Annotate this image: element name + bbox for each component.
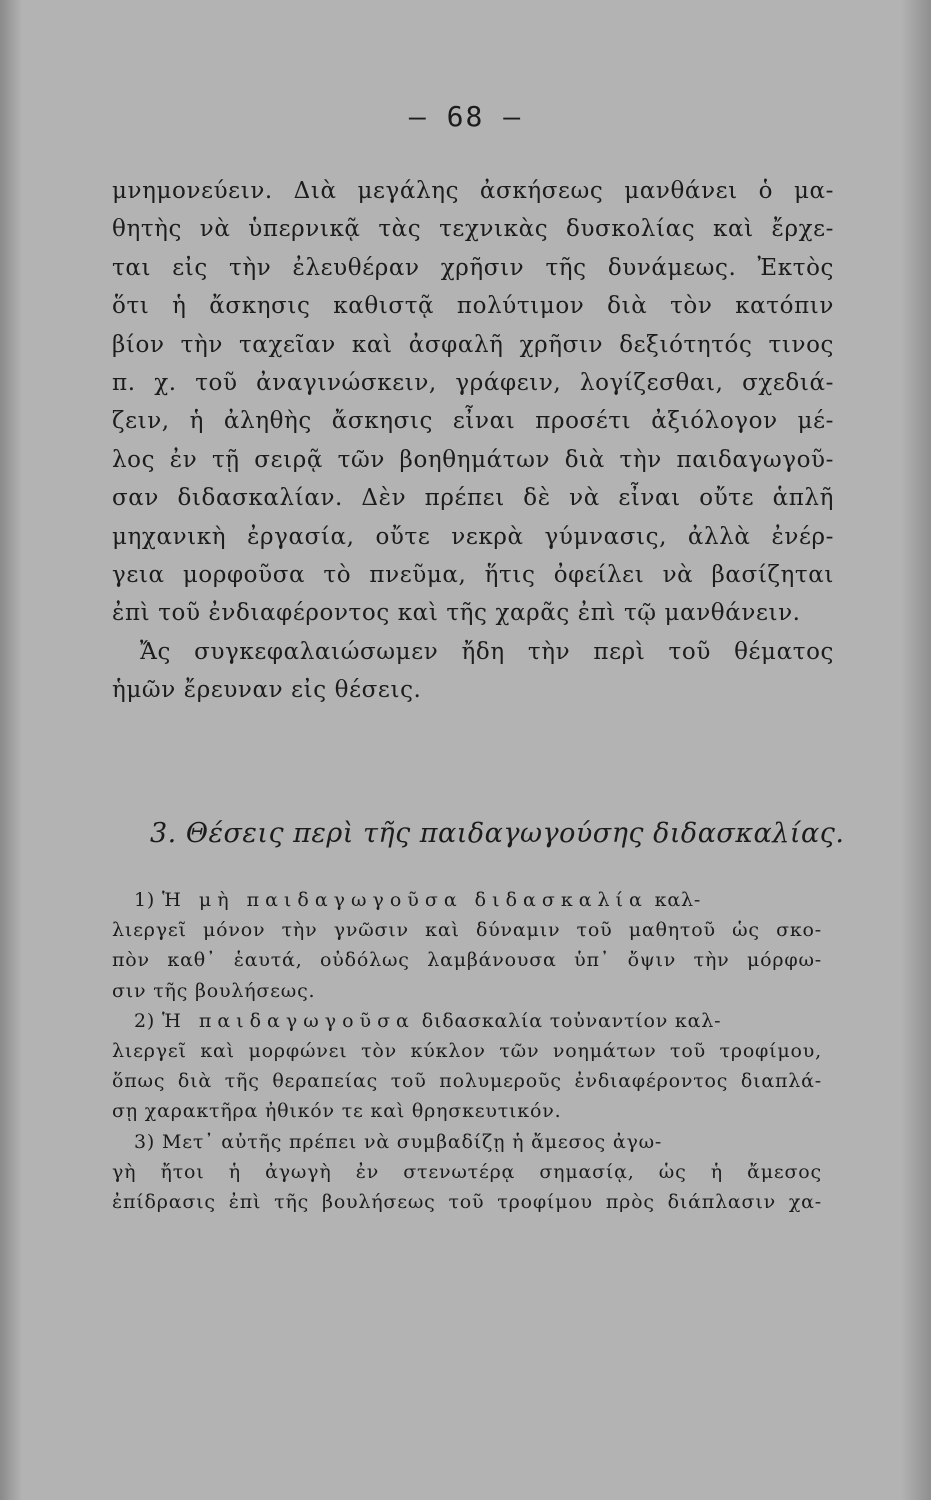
text-line: ται εἰς τὴν ἐλευθέραν χρῆσιν τῆς δυνάμεως. Ἐκτὸς bbox=[112, 254, 834, 281]
text-line: γεια μορφοῦσα τὸ πνεῦμα, ἥτις ὀφείλει νὰ βασίζηται bbox=[112, 561, 834, 588]
text-line: π. χ. τοῦ ἀναγινώσκειν, γράφειν, λογίζεσθαι, σχεδιά- bbox=[112, 369, 834, 396]
thesis-spaced-text: Ἡ παιδαγωγοῦσα bbox=[161, 1009, 415, 1032]
thesis-number: 3) bbox=[134, 1130, 156, 1153]
text-line: σαν διδασκαλίαν. Δὲν πρέπει δὲ νὰ εἶναι οὔτε ἁπλῆ bbox=[112, 485, 834, 512]
text-line: μηχανικὴ ἐργασία, οὔτε νεκρὰ γύμνασις, ἀλλὰ ἐνέρ- bbox=[112, 523, 834, 550]
thesis-text: καλ- bbox=[647, 889, 702, 911]
thesis-spaced-text: Ἡ μὴ παιδαγωγοῦσα διδασκαλία bbox=[161, 889, 648, 911]
thesis-line: σιν τῆς βουλήσεως. bbox=[112, 979, 316, 1002]
page-gutter-shadow bbox=[901, 0, 931, 1500]
text-line: ὅτι ἡ ἄσκησις καθιστᾷ πολύτιμον διὰ τὸν κατόπιν bbox=[112, 293, 834, 320]
thesis-line: πὸν καθ᾽ ἑαυτά, οὐδόλως λαμβάνουσα ὑπ᾽ ὄψιν τὴν μόρφω- bbox=[112, 949, 822, 972]
thesis-line: λιεργεῖ μόνον τὴν γνῶσιν καὶ δύναμιν τοῦ μαθητοῦ ὡς σκο- bbox=[112, 919, 822, 942]
thesis-line: σῃ χαρακτῆρα ἠθικόν τε καὶ θρησκευτικόν. bbox=[112, 1100, 562, 1123]
thesis-line: γὴ ἤτοι ἡ ἀγωγὴ ἐν στενωτέρᾳ σημασίᾳ, ὡς ἡ ἄμεσος bbox=[112, 1160, 822, 1183]
thesis-number: 2) bbox=[134, 1009, 156, 1032]
theses-list bbox=[112, 885, 822, 1217]
thesis-text: διδασκαλία τοὐναντίον καλ- bbox=[414, 1009, 722, 1032]
thesis-3-first-line bbox=[112, 1127, 822, 1157]
text-line: ζειν, ἡ ἀληθὴς ἄσκησις εἶναι προσέτι ἀξιόλογον μέ- bbox=[112, 408, 834, 435]
text-line: λος ἐν τῇ σειρᾷ τῶν βοηθημάτων διὰ τὴν παιδαγωγοῦ- bbox=[112, 446, 834, 473]
thesis-line: ὅπως διὰ τῆς θεραπείας τοῦ πολυμεροῦς ἐνδιαφέροντος διαπλά- bbox=[112, 1070, 822, 1093]
text-line: μνημονεύειν. Διὰ μεγάλης ἀσκήσεως μανθάνει ὁ μα- bbox=[112, 178, 834, 204]
text-line: ἐπὶ τοῦ ἐνδιαφέροντος καὶ τῆς χαρᾶς ἐπὶ τῷ μανθάνειν. bbox=[112, 600, 801, 627]
thesis-1-first-line bbox=[112, 885, 822, 915]
page-number: — 68 — bbox=[408, 100, 523, 133]
section-heading: 3. Θέσεις περὶ τῆς παιδαγωγούσης διδασκαλίας. bbox=[150, 818, 845, 849]
text-line: βίον τὴν ταχεῖαν καὶ ἀσφαλῆ χρῆσιν δεξιότητός τινος bbox=[112, 331, 834, 358]
thesis-line: ἐπίδρασις ἐπὶ τῆς βουλήσεως τοῦ τροφίμου πρὸς διάπλασιν χα- bbox=[112, 1190, 822, 1213]
page-left-edge bbox=[0, 0, 22, 1500]
text-line: ἡμῶν ἔρευναν εἰς θέσεις. bbox=[112, 677, 422, 704]
thesis-text: Μετ᾽ αὐτῆς πρέπει νὰ συμβαδίζῃ ἡ ἄμεσος ἀγω- bbox=[161, 1130, 663, 1153]
text-line: θητὴς νὰ ὑπερνικᾷ τὰς τεχνικὰς δυσκολίας καὶ ἔρχε- bbox=[112, 216, 834, 243]
main-paragraph bbox=[112, 172, 834, 709]
thesis-number: 1) bbox=[134, 889, 156, 911]
thesis-2-first-line bbox=[112, 1006, 822, 1036]
text-line: Ἄς συγκεφαλαιώσωμεν ἤδη τὴν περὶ τοῦ θέματος bbox=[140, 638, 834, 665]
thesis-line: λιεργεῖ καὶ μορφώνει τὸν κύκλον τῶν νοημάτων τοῦ τροφίμου, bbox=[112, 1039, 822, 1062]
